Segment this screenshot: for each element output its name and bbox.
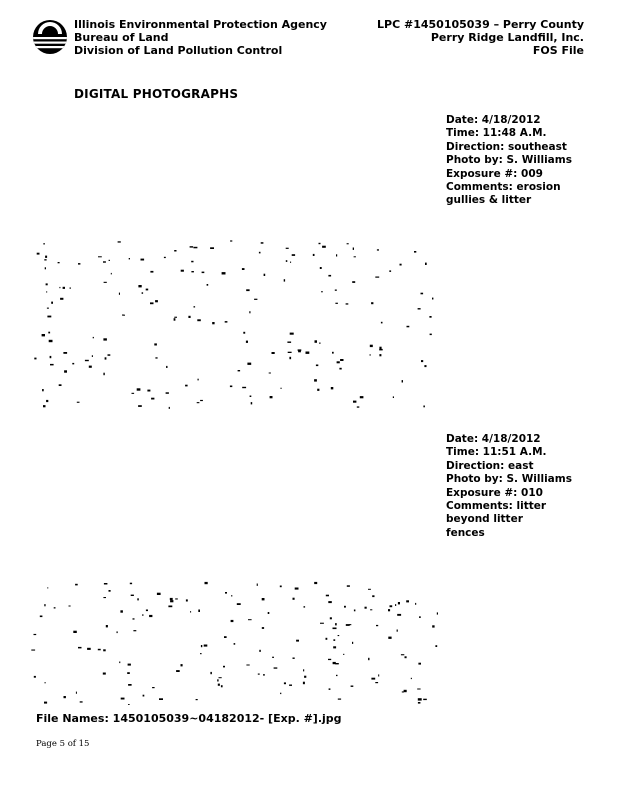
- agency-header: [74, 18, 327, 57]
- photo-1-details: [446, 114, 596, 208]
- bureau-name: Bureau of Land: [74, 31, 169, 44]
- photo-2-direction: Direction: east: [446, 459, 534, 472]
- site-header: [377, 18, 584, 57]
- photo-2-exposure: Exposure #: 010: [446, 486, 543, 499]
- file-names: File Names: 1450105039~04182012- [Exp. #].jpg: [36, 712, 342, 725]
- agency-name: Illinois Environmental Protection Agency: [74, 18, 327, 31]
- photo-2-details: [446, 433, 596, 540]
- photo-1-exposure: Exposure #: 009: [446, 167, 543, 180]
- file-type: FOS File: [532, 44, 584, 57]
- photo-1-comments: Comments: erosion gullies & litter: [446, 181, 561, 207]
- agency-logo: [32, 19, 68, 55]
- photo-1-date: Date: 4/18/2012: [446, 114, 541, 126]
- page-number: Page 5 of 15: [36, 739, 90, 749]
- section-title: DIGITAL PHOTOGRAPHS: [74, 87, 239, 101]
- photo-2-comments: Comments: litter beyond litter fences: [446, 500, 547, 539]
- photo-1-time: Time: 11:48 A.M.: [446, 127, 547, 140]
- photo-2-date: Date: 4/18/2012: [446, 433, 541, 445]
- photo-2: [30, 570, 438, 705]
- photo-1-direction: Direction: southeast: [446, 140, 567, 153]
- photo-1-photographer: Photo by: S. Williams: [446, 154, 572, 167]
- division-name: Division of Land Pollution Control: [74, 44, 283, 57]
- photo-1: [30, 150, 438, 410]
- photo-2-time: Time: 11:51 A.M.: [446, 446, 547, 459]
- photo-2-photographer: Photo by: S. Williams: [446, 473, 572, 486]
- site-id: LPC #1450105039 – Perry County: [377, 18, 584, 31]
- site-name: Perry Ridge Landfill, Inc.: [430, 31, 584, 44]
